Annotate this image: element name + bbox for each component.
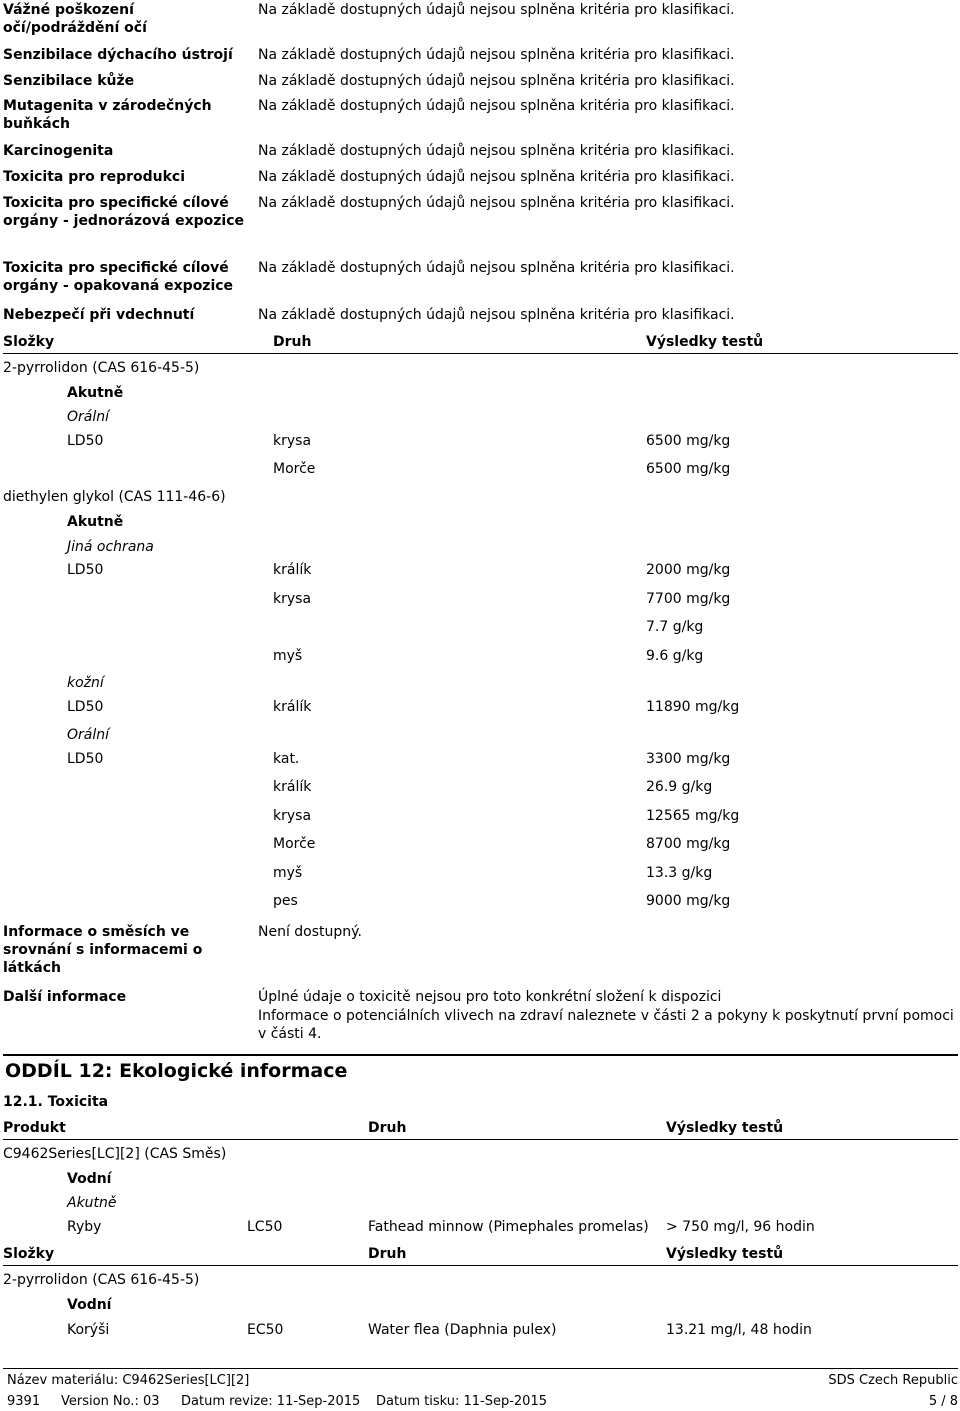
- hazard-text-respiratory: Na základě dostupných údajů nejsou splněna kritéria pro klasifikaci.: [258, 47, 735, 63]
- hazard-label-stot-single: Toxicita pro specifické cílové orgány - jednorázová expozice: [3, 195, 245, 229]
- environment-type: Vodní: [67, 1171, 112, 1187]
- mixture-info-label: Informace o směsích ve srovnání s informacemi o látkách: [3, 924, 203, 976]
- component-name: 2-pyrrolidon (CAS 616-45-5): [3, 360, 200, 376]
- hazard-label-skin: Senzibilace kůže: [3, 73, 135, 89]
- test-result: 9.6 g/kg: [646, 648, 704, 664]
- exposure-duration: Akutně: [67, 1195, 117, 1211]
- footer-region: SDS Czech Republic: [828, 1373, 958, 1388]
- exposure-duration: Akutně: [67, 514, 124, 530]
- test-species: Morče: [273, 461, 316, 477]
- test-result: 3300 mg/kg: [646, 751, 731, 767]
- test-result: 9000 mg/kg: [646, 893, 731, 909]
- hazard-label-respiratory: Senzibilace dýchacího ústrojí: [3, 47, 233, 63]
- hazard-text-skin: Na základě dostupných údajů nejsou splněna kritéria pro klasifikaci.: [258, 73, 735, 89]
- tox-header-components: Složky: [3, 334, 55, 350]
- test-species: krysa: [273, 808, 312, 824]
- hazard-text-eye: Na základě dostupných údajů nejsou splněna kritéria pro klasifikaci.: [258, 2, 735, 18]
- exposure-route: Jiná ochrana: [67, 539, 154, 555]
- test-result: 12565 mg/kg: [646, 808, 740, 824]
- exposure-route: kožní: [67, 675, 104, 691]
- footer-print-date: Datum tisku: 11-Sep-2015: [376, 1394, 547, 1409]
- test-type: LD50: [67, 699, 104, 715]
- organism-group: Korýši: [67, 1322, 110, 1338]
- footer-material: Název materiálu: C9462Series[LC][2]: [7, 1373, 250, 1388]
- footer-page-number: 5 / 8: [928, 1394, 958, 1409]
- component-name: 2-pyrrolidon (CAS 616-45-5): [3, 1272, 200, 1288]
- exposure-route: Orální: [67, 409, 110, 425]
- hazard-label-aspiration: Nebezpečí při vdechnutí: [3, 307, 195, 323]
- table-header-rule: [3, 353, 958, 354]
- test-species: myš: [273, 865, 303, 881]
- test-type: LD50: [67, 562, 104, 578]
- test-species: králík: [273, 699, 312, 715]
- eco-header-product: Produkt: [3, 1120, 66, 1136]
- section-divider: [3, 1054, 958, 1056]
- footer-code: 9391: [7, 1394, 41, 1409]
- test-result: 11890 mg/kg: [646, 699, 740, 715]
- test-species: krysa: [273, 591, 312, 607]
- test-result: 6500 mg/kg: [646, 433, 731, 449]
- hazard-label-carcinogenicity: Karcinogenita: [3, 143, 114, 159]
- hazard-text-stot-single: Na základě dostupných údajů nejsou splněna kritéria pro klasifikaci.: [258, 195, 735, 211]
- test-species: králík: [273, 562, 312, 578]
- environment-type: Vodní: [67, 1297, 112, 1313]
- test-type: EC50: [247, 1322, 284, 1338]
- test-result: 26.9 g/kg: [646, 779, 713, 795]
- test-result: 2000 mg/kg: [646, 562, 731, 578]
- test-species: Fathead minnow (Pimephales promelas): [368, 1219, 649, 1235]
- test-result: 13.3 g/kg: [646, 865, 713, 881]
- hazard-label-eye: Vážné poškození očí/podráždění očí: [3, 2, 147, 36]
- test-result: 13.21 mg/l, 48 hodin: [666, 1322, 812, 1338]
- tox-header-species: Druh: [273, 334, 312, 350]
- test-result: > 750 mg/l, 96 hodin: [666, 1219, 815, 1235]
- section-title: ODDÍL 12: Ekologické informace: [5, 1060, 348, 1082]
- eco-header-species: Druh: [368, 1246, 407, 1262]
- test-species: krysa: [273, 433, 312, 449]
- hazard-text-reproduction: Na základě dostupných údajů nejsou splněna kritéria pro klasifikaci.: [258, 169, 735, 185]
- table-header-rule: [3, 1139, 958, 1140]
- test-result: 8700 mg/kg: [646, 836, 731, 852]
- eco-header-results: Výsledky testů: [666, 1120, 784, 1136]
- hazard-text-stot-repeated: Na základě dostupných údajů nejsou splněna kritéria pro klasifikaci.: [258, 260, 735, 276]
- footer-revision-date: Datum revize: 11-Sep-2015: [181, 1394, 361, 1409]
- test-result: 7.7 g/kg: [646, 619, 704, 635]
- test-result: 6500 mg/kg: [646, 461, 731, 477]
- table-header-rule: [3, 1265, 958, 1266]
- test-result: 7700 mg/kg: [646, 591, 731, 607]
- exposure-duration: Akutně: [67, 385, 124, 401]
- test-species: Morče: [273, 836, 316, 852]
- test-species: kat.: [273, 751, 300, 767]
- test-species: pes: [273, 893, 298, 909]
- eco-header-results: Výsledky testů: [666, 1246, 784, 1262]
- hazard-text-mutagenicity: Na základě dostupných údajů nejsou splněna kritéria pro klasifikaci.: [258, 98, 735, 114]
- hazard-text-carcinogenicity: Na základě dostupných údajů nejsou splněna kritéria pro klasifikaci.: [258, 143, 735, 159]
- test-type: LC50: [247, 1219, 283, 1235]
- eco-header-species: Druh: [368, 1120, 407, 1136]
- further-info-line1: Úplné údaje o toxicitě nejsou pro toto konkrétní složení k dispozici: [258, 989, 722, 1005]
- further-info-label: Další informace: [3, 989, 127, 1005]
- tox-header-results: Výsledky testů: [646, 334, 764, 350]
- hazard-text-aspiration: Na základě dostupných údajů nejsou splněna kritéria pro klasifikaci.: [258, 307, 735, 323]
- test-type: LD50: [67, 433, 104, 449]
- component-name: diethylen glykol (CAS 111-46-6): [3, 489, 226, 505]
- test-species: králík: [273, 779, 312, 795]
- eco-header-components: Složky: [3, 1246, 55, 1262]
- further-info-line2: Informace o potenciálních vlivech na zdraví naleznete v části 2 a pokyny k poskytnutí první pomoci v části 4.: [258, 1008, 954, 1042]
- subsection-title: 12.1. Toxicita: [3, 1094, 109, 1110]
- test-species: myš: [273, 648, 303, 664]
- test-type: LD50: [67, 751, 104, 767]
- exposure-route: Orální: [67, 727, 110, 743]
- footer-rule: [3, 1368, 958, 1369]
- organism-group: Ryby: [67, 1219, 102, 1235]
- footer-version: Version No.: 03: [61, 1394, 160, 1409]
- product-name: C9462Series[LC][2] (CAS Směs): [3, 1146, 227, 1162]
- mixture-info-text: Není dostupný.: [258, 924, 362, 940]
- hazard-label-mutagenicity: Mutagenita v zárodečných buňkách: [3, 98, 212, 132]
- hazard-label-stot-repeated: Toxicita pro specifické cílové orgány - opakovaná expozice: [3, 260, 234, 294]
- test-species: Water flea (Daphnia pulex): [368, 1322, 557, 1338]
- hazard-label-reproduction: Toxicita pro reprodukci: [3, 169, 186, 185]
